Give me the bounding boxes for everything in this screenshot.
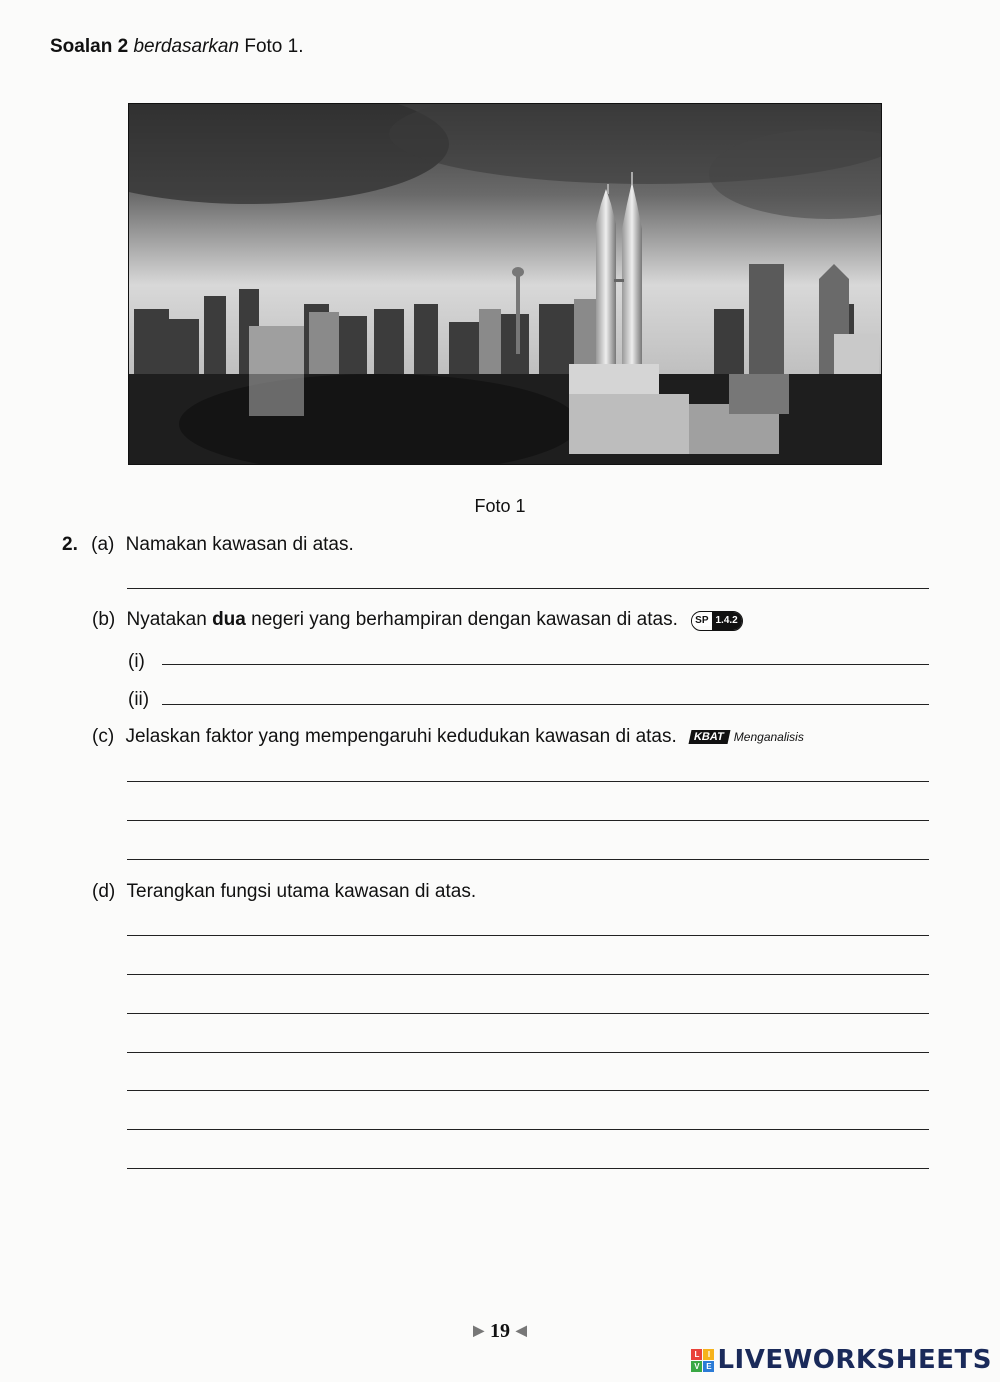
- answer-line-2d-7[interactable]: [127, 1168, 929, 1169]
- intro-photo-ref: Foto 1.: [244, 36, 304, 57]
- liveworksheets-logo: [691, 1349, 714, 1372]
- question-2a-label: (a): [91, 534, 115, 555]
- answer-line-2a[interactable]: [127, 588, 929, 589]
- answer-line-2d-4[interactable]: [127, 1052, 929, 1053]
- logo-letter-i: I: [703, 1349, 714, 1360]
- question-2c-label: (c): [92, 726, 115, 747]
- logo-letter-e: E: [703, 1361, 714, 1372]
- sp-badge-code: 1.4.2: [712, 612, 742, 630]
- question-2a-text: Namakan kawasan di atas.: [125, 534, 354, 555]
- answer-line-2c-1[interactable]: [127, 781, 929, 782]
- city-skyline-photo: [128, 103, 882, 465]
- question-2c: [92, 726, 804, 748]
- answer-line-2b-ii[interactable]: [162, 704, 929, 705]
- question-2b-sub-i-label: (i): [128, 651, 145, 672]
- question-2d-label: (d): [92, 881, 116, 902]
- answer-line-2d-5[interactable]: [127, 1090, 929, 1091]
- question-2d: [92, 881, 476, 903]
- brand-name: LIVEWORKSHEETS: [717, 1345, 992, 1375]
- answer-line-2c-3[interactable]: [127, 859, 929, 860]
- kbat-tag: KBAT: [689, 730, 731, 744]
- kbat-badge: [690, 730, 804, 744]
- question-2b-text-bold: dua: [212, 609, 246, 630]
- question-2b-text-post: negeri yang berhampiran dengan kawasan di atas.: [251, 609, 678, 630]
- page-arrow-right-icon: ▶: [473, 1324, 484, 1339]
- question-2a: [62, 534, 354, 556]
- answer-line-2d-3[interactable]: [127, 1013, 929, 1014]
- page-number: [0, 1320, 1000, 1343]
- answer-line-2b-i[interactable]: [162, 664, 929, 665]
- question-2d-text: Terangkan fungsi utama kawasan di atas.: [126, 881, 477, 902]
- sp-badge-prefix: SP: [692, 615, 711, 626]
- answer-line-2d-1[interactable]: [127, 935, 929, 936]
- question-2b: [92, 609, 743, 631]
- question-2b-label: (b): [92, 609, 116, 630]
- logo-letter-l: L: [691, 1349, 702, 1360]
- question-2b-text-pre: Nyatakan: [126, 609, 207, 630]
- answer-line-2d-6[interactable]: [127, 1129, 929, 1130]
- question-number: 2.: [62, 534, 78, 555]
- photo-caption: Foto 1: [474, 496, 526, 516]
- intro-question-ref: Soalan 2: [50, 36, 129, 57]
- page-arrow-left-icon: ◀: [516, 1324, 527, 1339]
- page-number-value: 19: [490, 1320, 510, 1342]
- liveworksheets-watermark: [691, 1345, 992, 1375]
- intro-instruction: [50, 36, 304, 58]
- logo-letter-v: V: [691, 1361, 702, 1372]
- sp-standard-badge: [691, 611, 743, 631]
- answer-line-2d-2[interactable]: [127, 974, 929, 975]
- kbat-level: Menganalisis: [733, 730, 804, 744]
- answer-line-2c-2[interactable]: [127, 820, 929, 821]
- question-2c-text: Jelaskan faktor yang mempengaruhi kedudukan kawasan di atas.: [125, 726, 677, 747]
- intro-connector: berdasarkan: [133, 36, 240, 57]
- question-2b-sub-ii-label: (ii): [128, 689, 150, 710]
